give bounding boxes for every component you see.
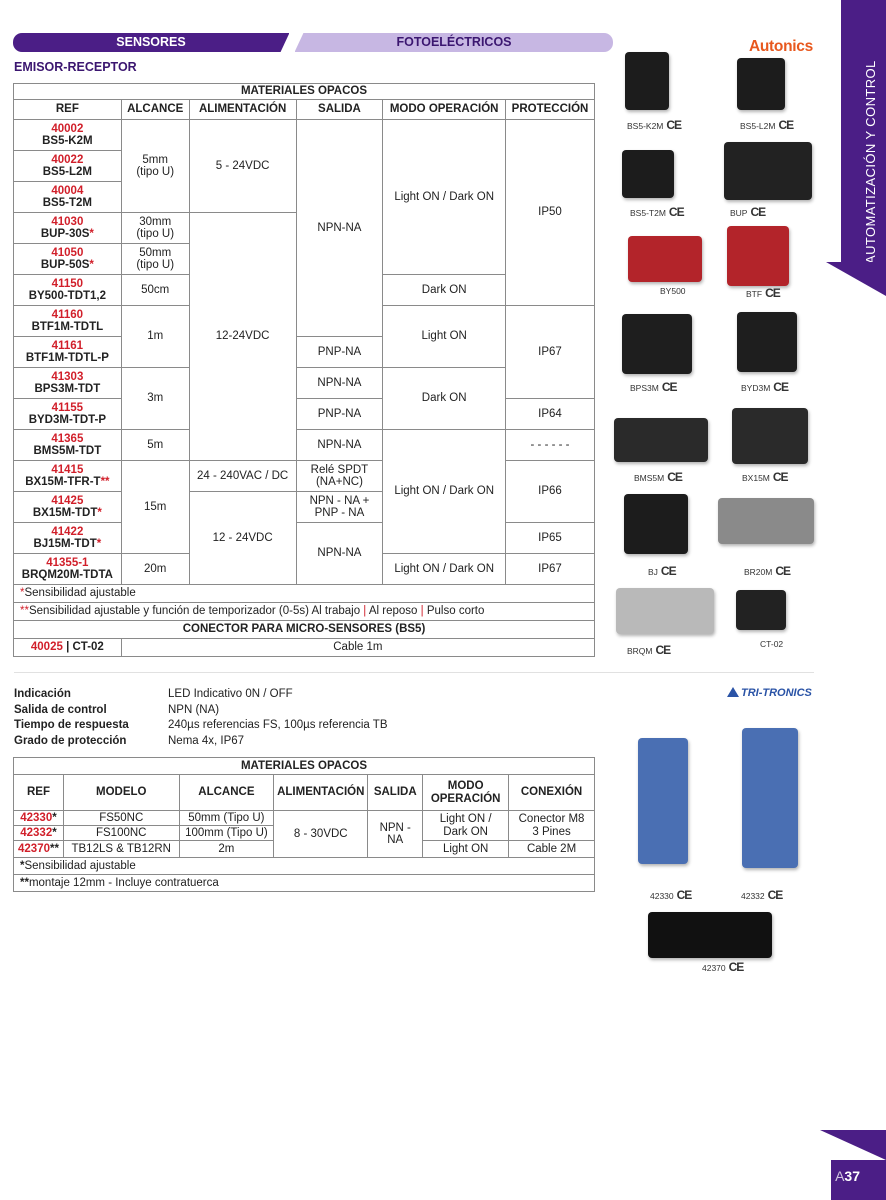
- header-ref: REF: [14, 775, 64, 811]
- protection-cell: IP64: [506, 399, 595, 430]
- product-label: 42330 CE: [650, 888, 692, 902]
- product-label: BY500: [660, 286, 686, 296]
- power-cell: 24 - 240VAC / DC: [189, 461, 296, 492]
- page-number: A37: [835, 1168, 860, 1184]
- section-header: [13, 33, 613, 52]
- range-cell: 50mm (Tipo U): [179, 811, 274, 826]
- output-cell: NPN-NA: [296, 368, 383, 399]
- header-model: MODELO: [63, 775, 179, 811]
- model-cell: FS50NC: [63, 811, 179, 826]
- table-row: 41050 BUP-50S*: [14, 244, 122, 275]
- product-image: [625, 52, 669, 110]
- table-row: 41155 BYD3M-TDT-P: [14, 399, 122, 430]
- mode-cell: Dark ON: [383, 368, 506, 430]
- connector-title: CONECTOR PARA MICRO-SENSORES (BS5): [14, 621, 595, 639]
- product-label: BJ CE: [648, 564, 676, 578]
- product-image: [742, 728, 798, 868]
- product-label: BRQM CE: [627, 643, 671, 657]
- product-label: BX15M CE: [742, 470, 788, 484]
- ce-mark-icon: CE: [667, 470, 682, 484]
- ce-mark-icon: CE: [661, 380, 677, 394]
- ce-mark-icon: CE: [778, 118, 794, 132]
- power-cell: 8 - 30VDC: [274, 811, 368, 858]
- protection-cell: IP66: [506, 461, 595, 523]
- section-divider: [14, 672, 814, 673]
- table-row: 41150 BY500-TDT1,2: [14, 275, 122, 306]
- product-label: BR20M CE: [744, 564, 791, 578]
- ce-mark-icon: CE: [750, 205, 766, 219]
- spec-value: LED Indicativo 0N / OFF: [168, 688, 293, 700]
- product-image: [622, 150, 674, 198]
- product-label: BYD3M CE: [741, 380, 788, 394]
- header-ref: REF: [14, 100, 122, 120]
- table-row: 41365 BMS5M-TDT: [14, 430, 122, 461]
- product-image: [736, 590, 786, 630]
- table-row: 42332*: [14, 826, 64, 841]
- subtitle: EMISOR-RECEPTOR: [14, 60, 137, 74]
- connector-ref: 40025 | CT-02: [14, 639, 122, 657]
- ce-mark-icon: CE: [666, 118, 682, 132]
- table-row: 42370**: [14, 841, 64, 858]
- footnote: *Sensibilidad ajustable: [14, 858, 595, 875]
- mode-cell: Light ON: [423, 841, 509, 858]
- power-cell: 12-24VDC: [189, 213, 296, 461]
- section-label: SENSORES: [13, 33, 289, 52]
- product-image: [732, 408, 808, 464]
- tritronics-logo: TRI-TRONICS: [727, 687, 812, 699]
- table-row: 41303 BPS3M-TDT: [14, 368, 122, 399]
- table-row: 41422 BJ15M-TDT*: [14, 523, 122, 554]
- range-cell: 20m: [121, 554, 189, 585]
- range-cell: 100mm (Tipo U): [179, 826, 274, 841]
- product-image: [737, 58, 785, 110]
- protection-cell: IP67: [506, 554, 595, 585]
- range-cell: 30mm (tipo U): [121, 213, 189, 244]
- autonics-logo: Autonics: [749, 38, 813, 55]
- header-power: ALIMENTACIÓN: [189, 100, 296, 120]
- product-label: BMS5M CE: [634, 470, 682, 484]
- product-label: BPS3M CE: [630, 380, 677, 394]
- mode-cell: Light ON: [383, 306, 506, 368]
- range-cell: 2m: [179, 841, 274, 858]
- protection-cell: IP50: [506, 120, 595, 306]
- product-label: BS5-L2M CE: [740, 118, 794, 132]
- range-cell: 5mm (tipo U): [121, 120, 189, 213]
- protection-cell: IP67: [506, 306, 595, 399]
- range-cell: 15m: [121, 461, 189, 554]
- product-image: [628, 236, 702, 282]
- spec-value: 240µs referencias FS, 100µs referencia TB: [168, 719, 388, 731]
- mode-cell: Light ON / Dark ON: [423, 811, 509, 841]
- product-image: [622, 314, 692, 374]
- table-row: 40002 BS5-K2M: [14, 120, 122, 151]
- output-cell: NPN - NA + PNP - NA: [296, 492, 383, 523]
- product-image: [737, 312, 797, 372]
- product-image: [638, 738, 688, 864]
- sidebar-fold: [826, 262, 886, 296]
- footnote: **montaje 12mm - Incluye contratuerca: [14, 875, 595, 892]
- output-cell: NPN-NA: [296, 430, 383, 461]
- table-row: 41030 BUP-30S*: [14, 213, 122, 244]
- output-cell: NPN - NA: [368, 811, 423, 858]
- product-image: [614, 418, 708, 462]
- spec-value: NPN (NA): [168, 703, 220, 716]
- power-cell: 12 - 24VDC: [189, 492, 296, 585]
- protection-cell: IP65: [506, 523, 595, 554]
- table-row: 41415 BX15M-TFR-T**: [14, 461, 122, 492]
- range-cell: 1m: [121, 306, 189, 368]
- spec-label: Salida de control: [14, 703, 107, 716]
- tritronics-table: [13, 757, 595, 892]
- page-fold: [820, 1130, 886, 1160]
- ce-mark-icon: CE: [772, 470, 788, 484]
- mode-cell: Light ON / Dark ON: [383, 430, 506, 554]
- product-label: BUP CE: [730, 205, 766, 219]
- table-row: 41161 BTF1M-TDTL-P: [14, 337, 122, 368]
- mode-cell: Light ON / Dark ON: [383, 120, 506, 275]
- header-mode: MODO OPERACIÓN: [423, 775, 509, 811]
- product-image: [616, 588, 714, 634]
- product-label: CT-02: [760, 639, 784, 649]
- range-cell: 50cm: [121, 275, 189, 306]
- ce-mark-icon: CE: [728, 960, 744, 974]
- sidebar-title: AUTOMATIZACIÓN Y CONTROL: [863, 60, 878, 264]
- ce-mark-icon: CE: [775, 564, 791, 578]
- table-row: 41160 BTF1M-TDTL: [14, 306, 122, 337]
- table-row: 41425 BX15M-TDT*: [14, 492, 122, 523]
- product-label: BS5-T2M CE: [630, 205, 684, 219]
- header-output: SALIDA: [368, 775, 423, 811]
- product-image: [718, 498, 814, 544]
- footnote: *Sensibilidad ajustable: [14, 585, 595, 603]
- group-title: MATERIALES OPACOS: [14, 84, 595, 100]
- ce-mark-icon: CE: [767, 888, 783, 902]
- triangle-icon: [727, 687, 739, 697]
- output-cell: NPN-NA: [296, 120, 383, 337]
- range-cell: 50mm (tipo U): [121, 244, 189, 275]
- spec-label: Indicación: [14, 688, 71, 700]
- spec-label: Tiempo de respuesta: [14, 719, 129, 731]
- model-cell: TB12LS & TB12RN: [63, 841, 179, 858]
- product-image: [724, 142, 812, 200]
- product-image: [648, 912, 772, 958]
- product-image: [727, 226, 789, 286]
- table-row: 42330*: [14, 811, 64, 826]
- output-cell: PNP-NA: [296, 337, 383, 368]
- sidebar-tab: [841, 0, 886, 270]
- header-protection: PROTECCIÓN: [506, 100, 595, 120]
- range-cell: 5m: [121, 430, 189, 461]
- product-label: BTF CE: [746, 286, 780, 300]
- table-row: 40004 BS5-T2M: [14, 182, 122, 213]
- spec-label: Grado de protección: [14, 734, 127, 747]
- footnote: **Sensibilidad ajustable y función de temporizador (0-5s) Al trabajo | Al reposo | Pulso corto: [14, 603, 595, 621]
- header-range: ALCANCE: [121, 100, 189, 120]
- model-cell: FS100NC: [63, 826, 179, 841]
- header-mode: MODO OPERACIÓN: [383, 100, 506, 120]
- product-label: BS5-K2M CE: [627, 118, 682, 132]
- connection-cell: Conector M8 3 Pines: [509, 811, 595, 841]
- table-row: 41355-1 BRQM20M-TDTA: [14, 554, 122, 585]
- connector-desc: Cable 1m: [121, 639, 594, 657]
- output-cell: Relé SPDT (NA+NC): [296, 461, 383, 492]
- header-power: ALIMENTACIÓN: [274, 775, 368, 811]
- ce-mark-icon: CE: [660, 564, 676, 578]
- category-label: FOTOELÉCTRICOS: [295, 33, 613, 52]
- connection-cell: Cable 2M: [509, 841, 595, 858]
- group-title: MATERIALES OPACOS: [14, 758, 595, 775]
- table-row: 40022 BS5-L2M: [14, 151, 122, 182]
- range-cell: 3m: [121, 368, 189, 430]
- spec-value: Nema 4x, IP67: [168, 734, 245, 747]
- ce-mark-icon: CE: [668, 205, 684, 219]
- product-label: 42370 CE: [702, 960, 744, 974]
- mode-cell: Dark ON: [383, 275, 506, 306]
- product-image: [624, 494, 688, 554]
- ce-mark-icon: CE: [765, 286, 780, 300]
- output-cell: NPN-NA: [296, 523, 383, 585]
- header-output: SALIDA: [296, 100, 383, 120]
- power-cell: 5 - 24VDC: [189, 120, 296, 213]
- product-label: 42332 CE: [741, 888, 783, 902]
- ce-mark-icon: CE: [773, 380, 788, 394]
- sensor-table: [13, 83, 595, 657]
- protection-cell: - - - - - -: [506, 430, 595, 461]
- ce-mark-icon: CE: [676, 888, 692, 902]
- mode-cell: Light ON / Dark ON: [383, 554, 506, 585]
- ce-mark-icon: CE: [655, 643, 671, 657]
- output-cell: PNP-NA: [296, 399, 383, 430]
- header-range: ALCANCE: [179, 775, 274, 811]
- header-connection: CONEXIÓN: [509, 775, 595, 811]
